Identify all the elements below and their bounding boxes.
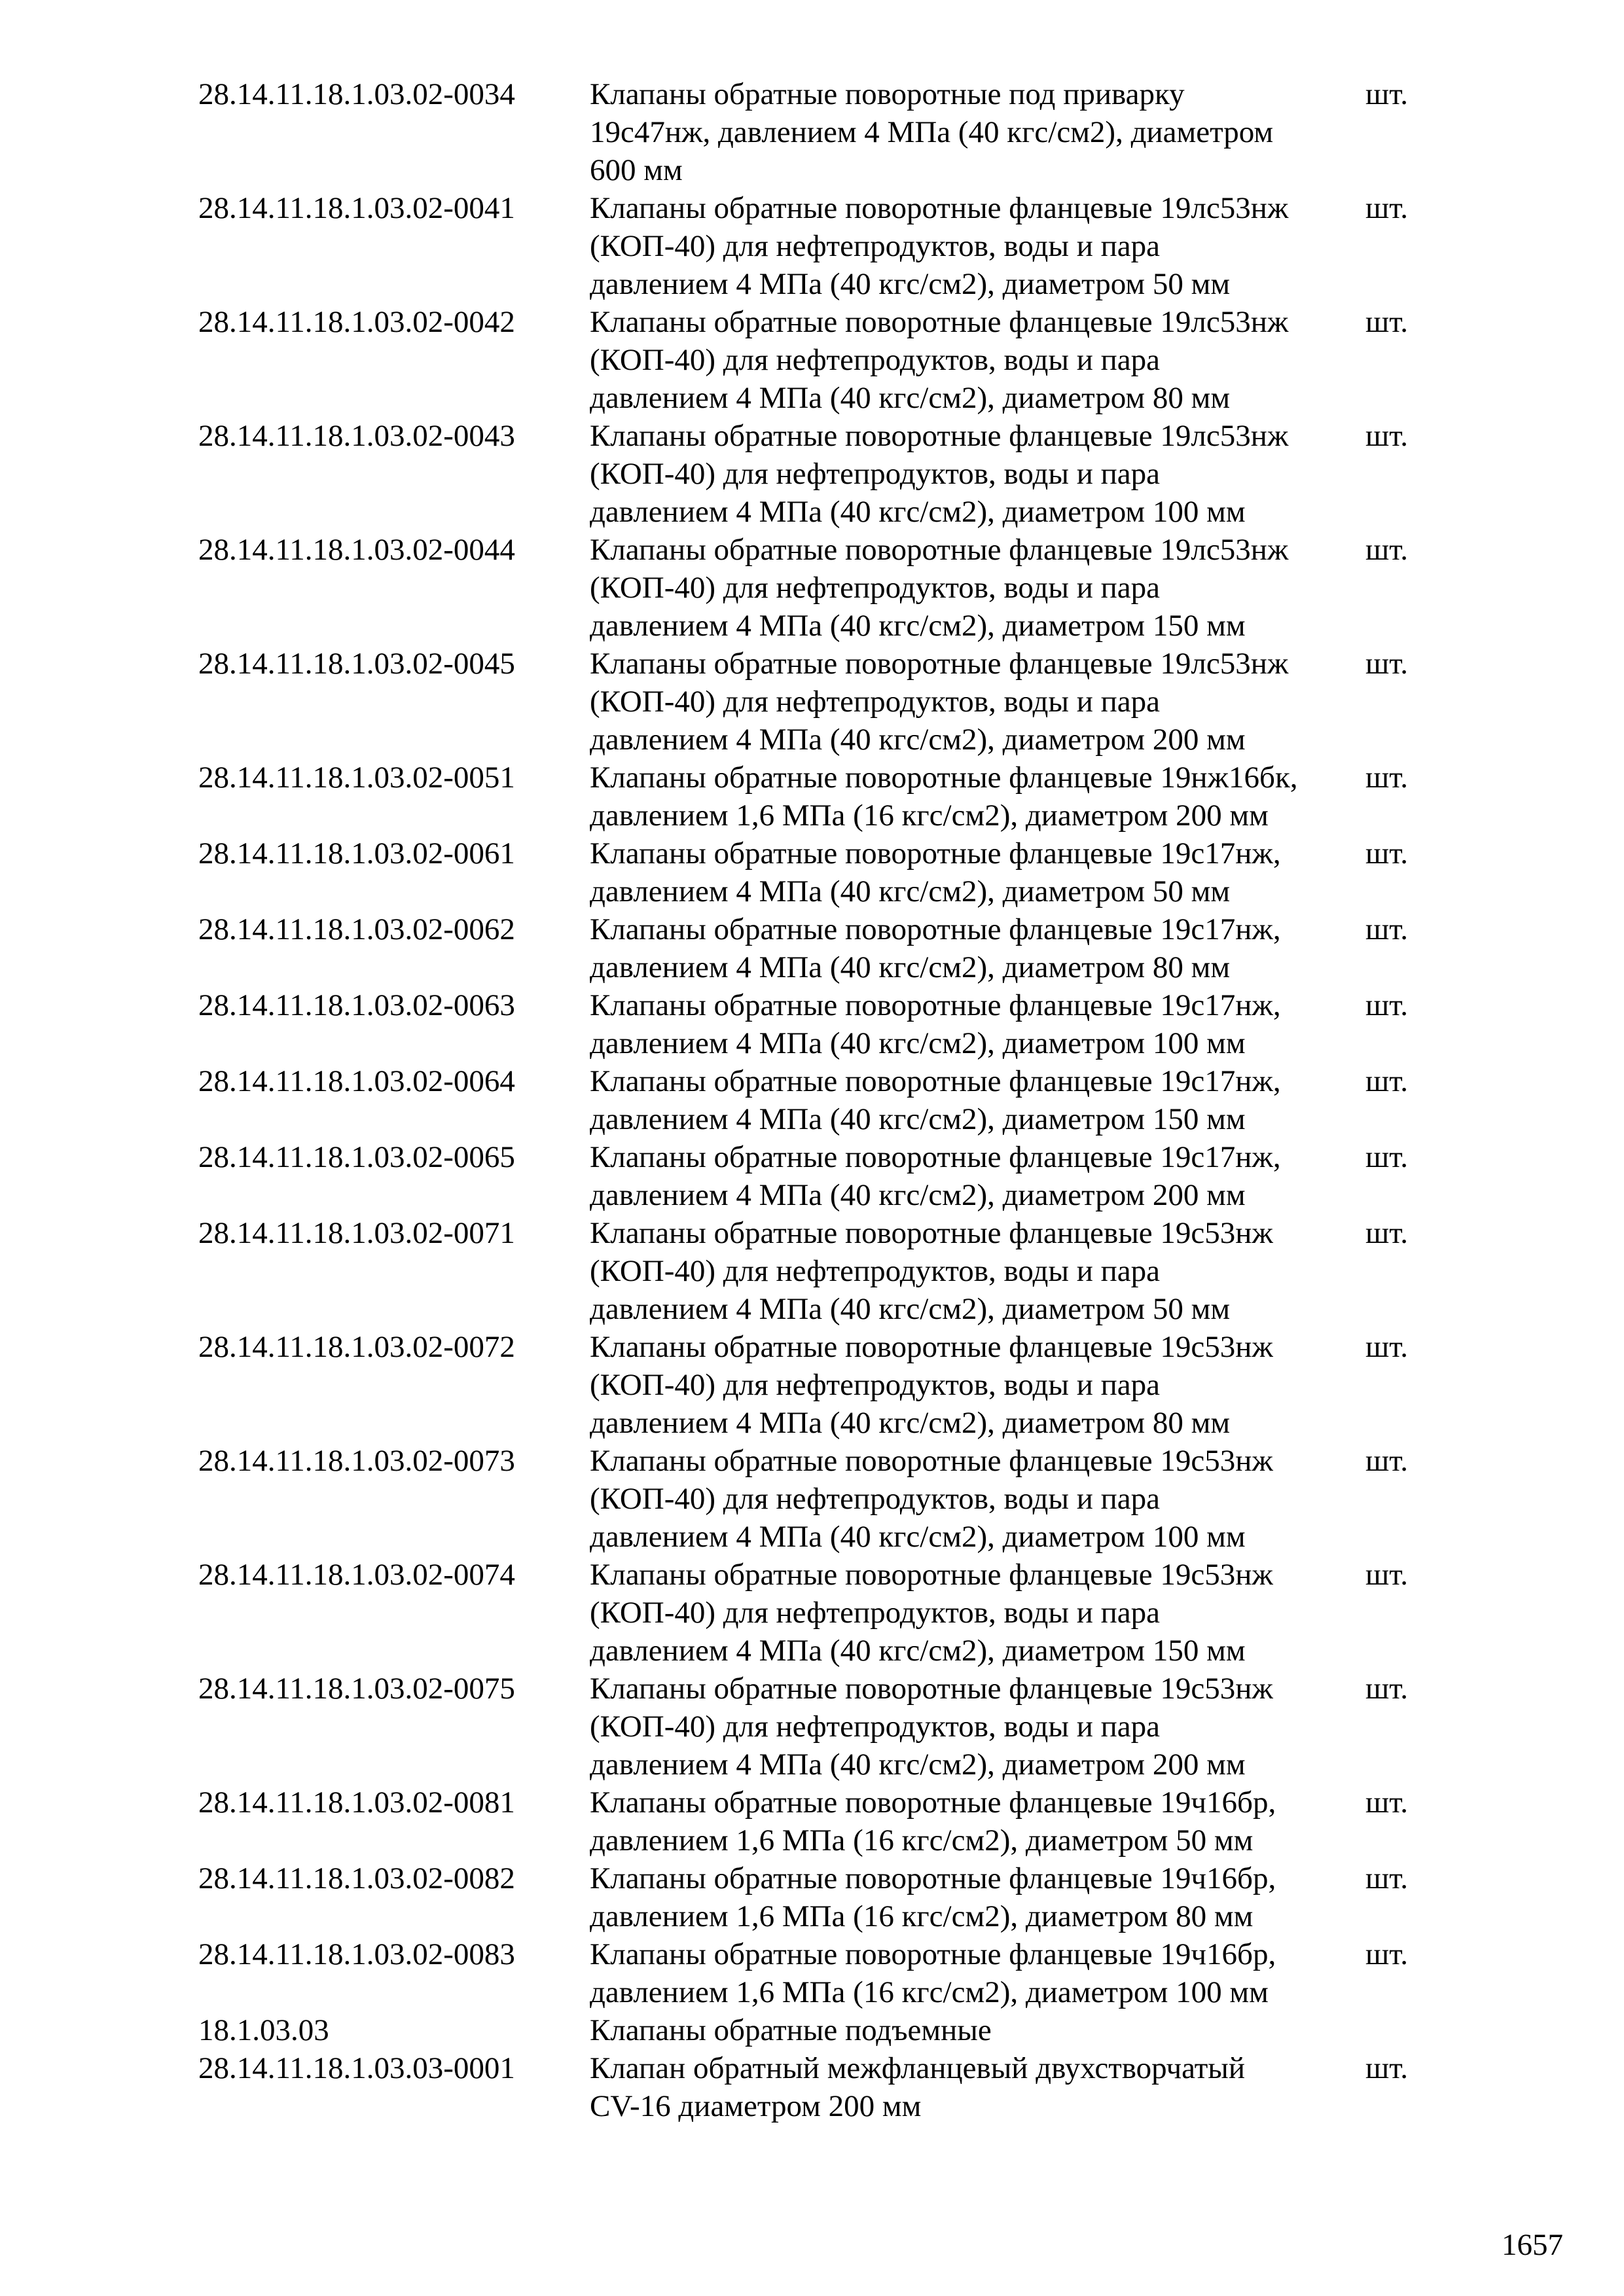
resource-code: 28.14.11.18.1.03.02-0062 <box>198 912 515 946</box>
list-item <box>198 759 1442 834</box>
resource-code: 28.14.11.18.1.03.02-0045 <box>198 647 515 681</box>
resource-code: 28.14.11.18.1.03.02-0051 <box>198 761 515 795</box>
resource-name: Клапаны обратные поворотные фланцевые 19с17нж, давлением 4 МПа (40 кгс/см2), диаметром 200 мм <box>590 1140 1281 1212</box>
resource-code: 28.14.11.18.1.03.02-0082 <box>198 1861 515 1895</box>
resource-unit: шт. <box>1365 761 1408 795</box>
resource-name: Клапаны обратные поворотные фланцевые 19с53нж (КОП-40) для нефтепродуктов, воды и пара давлением 4 МПа (40 кгс/см2), диаметром 80 мм <box>590 1330 1273 1440</box>
section-heading <box>198 2011 1442 2049</box>
resource-name: Клапаны обратные поворотные фланцевые 19лс53нж (КОП-40) для нефтепродуктов, воды и пара давлением 4 МПа (40 кгс/см2), диаметром 50 мм <box>590 191 1289 301</box>
list-item <box>198 1935 1442 2011</box>
resource-code: 28.14.11.18.1.03.02-0043 <box>198 419 515 453</box>
list-item <box>198 910 1442 986</box>
resource-unit: шт. <box>1365 1064 1408 1098</box>
resource-code: 28.14.11.18.1.03.02-0044 <box>198 533 515 567</box>
resource-name: Клапаны обратные поворотные фланцевые 19с53нж (КОП-40) для нефтепродуктов, воды и пара давлением 4 МПа (40 кгс/см2), диаметром 50 мм <box>590 1216 1273 1326</box>
resource-unit: шт. <box>1365 1937 1408 1971</box>
list-item <box>198 1670 1442 1784</box>
resource-code: 28.14.11.18.1.03.02-0042 <box>198 305 515 339</box>
list-item <box>198 417 1442 531</box>
resource-unit: шт. <box>1365 191 1408 225</box>
resource-name: Клапаны обратные поворотные фланцевые 19с17нж, давлением 4 МПа (40 кгс/см2), диаметром 100 мм <box>590 988 1281 1060</box>
list-item <box>198 1328 1442 1442</box>
resource-name: Клапаны обратные поворотные фланцевые 19с53нж (КОП-40) для нефтепродуктов, воды и пара давлением 4 МПа (40 кгс/см2), диаметром 150 мм <box>590 1558 1273 1668</box>
resource-unit: шт. <box>1365 419 1408 453</box>
resource-code: 28.14.11.18.1.03.02-0074 <box>198 1558 515 1592</box>
resource-code: 28.14.11.18.1.03.02-0041 <box>198 191 515 225</box>
list-item <box>198 834 1442 910</box>
resource-code: 28.14.11.18.1.03.02-0064 <box>198 1064 515 1098</box>
list-item <box>198 1442 1442 1556</box>
list-item <box>198 2049 1442 2125</box>
resource-unit: шт. <box>1365 77 1408 111</box>
list-item <box>198 75 1442 189</box>
resource-name: Клапан обратный межфланцевый двухстворчатый CV-16 диаметром 200 мм <box>590 2051 1245 2123</box>
page-number: 1657 <box>1502 2228 1563 2262</box>
resource-unit: шт. <box>1365 533 1408 567</box>
resource-code: 28.14.11.18.1.03.02-0072 <box>198 1330 515 1364</box>
resource-code: 28.14.11.18.1.03.02-0065 <box>198 1140 515 1174</box>
list-item <box>198 1784 1442 1859</box>
list-item <box>198 531 1442 645</box>
list-item <box>198 1138 1442 1214</box>
resource-name: Клапаны обратные поворотные фланцевые 19ч16бр, давлением 1,6 МПа (16 кгс/см2), диаметром 50 мм <box>590 1785 1276 1857</box>
resource-name: Клапаны обратные поворотные фланцевые 19с17нж, давлением 4 МПа (40 кгс/см2), диаметром 80 мм <box>590 912 1281 984</box>
resource-name: Клапаны обратные поворотные фланцевые 19с53нж (КОП-40) для нефтепродуктов, воды и пара давлением 4 МПа (40 кгс/см2), диаметром 100 мм <box>590 1444 1273 1554</box>
resource-unit: шт. <box>1365 1785 1408 1820</box>
resource-unit: шт. <box>1365 1861 1408 1895</box>
resource-unit: шт. <box>1365 1672 1408 1706</box>
resource-name: Клапаны обратные поворотные фланцевые 19лс53нж (КОП-40) для нефтепродуктов, воды и пара давлением 4 МПа (40 кгс/см2), диаметром 200 мм <box>590 647 1289 757</box>
list-item <box>198 1062 1442 1138</box>
resource-code: 28.14.11.18.1.03.03-0001 <box>198 2051 515 2085</box>
resource-name: Клапаны обратные поворотные фланцевые 19нж16бк, давлением 1,6 МПа (16 кгс/см2), диаметром 200 мм <box>590 761 1298 833</box>
list-item <box>198 303 1442 417</box>
resource-name: Клапаны обратные поворотные фланцевые 19ч16бр, давлением 1,6 МПа (16 кгс/см2), диаметром 80 мм <box>590 1861 1276 1933</box>
resource-name: Клапаны обратные поворотные фланцевые 19с53нж (КОП-40) для нефтепродуктов, воды и пара давлением 4 МПа (40 кгс/см2), диаметром 200 мм <box>590 1672 1273 1782</box>
resource-name: Клапаны обратные поворотные под приварку 19с47нж, давлением 4 МПа (40 кгс/см2), диаметром 600 мм <box>590 77 1274 187</box>
list-item <box>198 1859 1442 1935</box>
resource-unit: шт. <box>1365 1216 1408 1250</box>
list-item <box>198 986 1442 1062</box>
resource-name: Клапаны обратные поворотные фланцевые 19ч16бр, давлением 1,6 МПа (16 кгс/см2), диаметром 100 мм <box>590 1937 1276 2009</box>
resource-unit: шт. <box>1365 1558 1408 1592</box>
resource-code: 28.14.11.18.1.03.02-0075 <box>198 1672 515 1706</box>
section-title: Клапаны обратные подъемные <box>590 2013 992 2047</box>
resource-code: 28.14.11.18.1.03.02-0061 <box>198 836 515 870</box>
resource-code: 28.14.11.18.1.03.02-0071 <box>198 1216 515 1250</box>
resource-unit: шт. <box>1365 2051 1408 2085</box>
resource-unit: шт. <box>1365 305 1408 339</box>
list-item <box>198 1556 1442 1670</box>
resource-name: Клапаны обратные поворотные фланцевые 19лс53нж (КОП-40) для нефтепродуктов, воды и пара давлением 4 МПа (40 кгс/см2), диаметром 100 мм <box>590 419 1289 529</box>
list-item <box>198 1214 1442 1328</box>
resource-name: Клапаны обратные поворотные фланцевые 19лс53нж (КОП-40) для нефтепродуктов, воды и пара давлением 4 МПа (40 кгс/см2), диаметром 150 мм <box>590 533 1289 643</box>
resource-code: 28.14.11.18.1.03.02-0034 <box>198 77 515 111</box>
resource-code: 28.14.11.18.1.03.02-0083 <box>198 1937 515 1971</box>
resource-unit: шт. <box>1365 988 1408 1022</box>
resource-unit: шт. <box>1365 1140 1408 1174</box>
resource-code: 28.14.11.18.1.03.02-0063 <box>198 988 515 1022</box>
resource-unit: шт. <box>1365 836 1408 870</box>
resource-unit: шт. <box>1365 1330 1408 1364</box>
resource-name: Клапаны обратные поворотные фланцевые 19с17нж, давлением 4 МПа (40 кгс/см2), диаметром 50 мм <box>590 836 1281 908</box>
resource-unit: шт. <box>1365 647 1408 681</box>
section-code: 18.1.03.03 <box>198 2013 329 2047</box>
list-item <box>198 189 1442 303</box>
resource-list <box>198 75 1442 2125</box>
resource-code: 28.14.11.18.1.03.02-0081 <box>198 1785 515 1820</box>
resource-unit: шт. <box>1365 912 1408 946</box>
resource-unit: шт. <box>1365 1444 1408 1478</box>
resource-name: Клапаны обратные поворотные фланцевые 19лс53нж (КОП-40) для нефтепродуктов, воды и пара давлением 4 МПа (40 кгс/см2), диаметром 80 мм <box>590 305 1289 415</box>
resource-code: 28.14.11.18.1.03.02-0073 <box>198 1444 515 1478</box>
list-item <box>198 645 1442 759</box>
resource-name: Клапаны обратные поворотные фланцевые 19с17нж, давлением 4 МПа (40 кгс/см2), диаметром 150 мм <box>590 1064 1281 1136</box>
